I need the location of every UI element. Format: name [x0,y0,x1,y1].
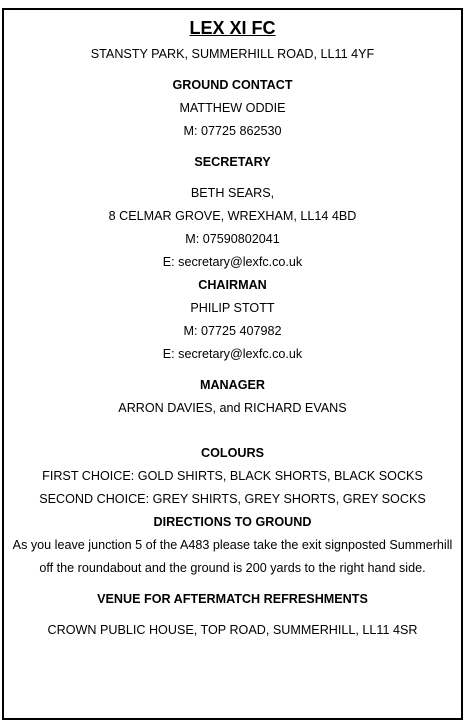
manager-section [4,374,461,420]
venue-text: CROWN PUBLIC HOUSE, TOP ROAD, SUMMERHILL, LL11 4SR [47,623,418,637]
ground-contact-heading: GROUND CONTACT [172,78,293,92]
secretary-mobile: M: 07590802041 [185,232,280,246]
ground-address: STANSTY PARK, SUMMERHILL ROAD, LL11 4YF [90,47,375,61]
secretary-name: BETH SEARS, [190,186,275,200]
secretary-heading: SECRETARY [194,155,271,169]
chairman-email: E: secretary@lexfc.co.uk [162,347,303,361]
ground-contact-section [4,74,461,143]
secretary-address: 8 CELMAR GROVE, WREXHAM, LL14 4BD [108,209,357,223]
club-info-sheet [4,10,461,642]
colours-heading: COLOURS [201,446,264,460]
club-name: LEX XI FC [189,18,276,38]
secretary-section [4,151,461,274]
chairman-section [4,274,461,366]
venue-heading: VENUE FOR AFTERMATCH REFRESHMENTS [97,592,368,606]
directions-section [4,511,461,580]
colours-first-choice: FIRST CHOICE: GOLD SHIRTS, BLACK SHORTS, BLACK SOCKS [42,469,423,483]
colours-second-choice: SECOND CHOICE: GREY SHIRTS, GREY SHORTS, GREY SOCKS [39,492,426,506]
manager-names: ARRON DAVIES, and RICHARD EVANS [118,401,347,415]
ground-contact-mobile: M: 07725 862530 [183,124,282,138]
ground-contact-name: MATTHEW ODDIE [179,101,286,115]
chairman-heading: CHAIRMAN [198,278,267,292]
directions-text: As you leave junction 5 of the A483 please take the exit signposted Summerhill off the roundabout and the ground is 200 yards to the right hand side. [12,538,453,575]
directions-heading: DIRECTIONS TO GROUND [153,515,312,529]
chairman-name: PHILIP STOTT [190,301,275,315]
secretary-email: E: secretary@lexfc.co.uk [162,255,303,269]
colours-section [4,442,461,511]
manager-heading: MANAGER [199,378,266,392]
chairman-mobile: M: 07725 407982 [183,324,282,338]
venue-section [4,588,461,642]
